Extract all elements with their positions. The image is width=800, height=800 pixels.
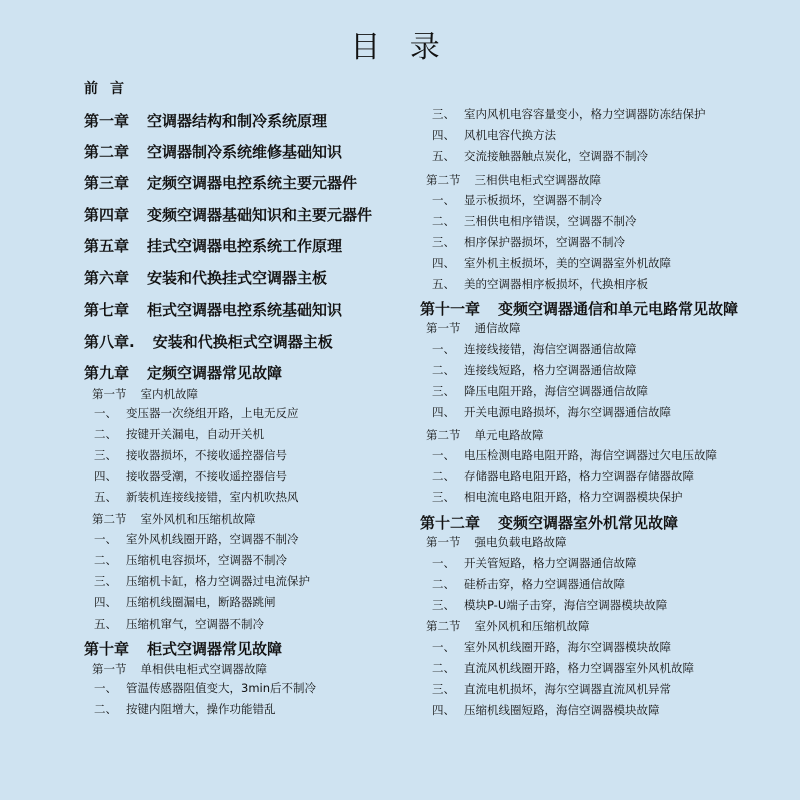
toc-entry-number: 二、 bbox=[94, 427, 117, 441]
toc-entry-text: 按键开关漏电，自动开关机 bbox=[126, 427, 264, 441]
toc-chapter bbox=[420, 512, 678, 533]
toc-entry-text: 按键内阻增大，操作功能错乱 bbox=[126, 702, 276, 716]
toc-entry-number: 第八章. bbox=[84, 333, 135, 351]
toc-section bbox=[92, 511, 256, 527]
toc-entry-number: 一、 bbox=[94, 532, 117, 546]
toc-item bbox=[432, 276, 648, 292]
toc-entry-number: 第五章 bbox=[84, 237, 130, 255]
toc-entry-number: 第一章 bbox=[84, 112, 130, 130]
toc-entry-number: 第二节 bbox=[92, 512, 127, 526]
toc-entry-text: 强电负载电路故障 bbox=[474, 535, 567, 549]
toc-item bbox=[94, 616, 264, 632]
toc-item bbox=[94, 405, 299, 421]
toc-entry-text: 室内风机电容容量变小，格力空调器防冻结保护 bbox=[464, 107, 706, 121]
toc-entry-text: 空调器制冷系统维修基础知识 bbox=[147, 143, 343, 161]
toc-entry-number: 二、 bbox=[432, 577, 455, 591]
toc-entry-text: 开关电源电路损坏，海尔空调器通信故障 bbox=[464, 405, 671, 419]
toc-entry-number: 第二节 bbox=[426, 619, 461, 633]
toc-entry-number: 一、 bbox=[432, 448, 455, 462]
toc-entry-text: 显示板损坏，空调器不制冷 bbox=[464, 193, 602, 207]
toc-entry-number: 第七章 bbox=[84, 301, 130, 319]
toc-item bbox=[94, 680, 316, 696]
toc-entry-number: 五、 bbox=[432, 149, 455, 163]
toc-item bbox=[94, 552, 287, 568]
toc-chapter bbox=[84, 110, 327, 131]
toc-entry-text: 变频空调器室外机常见故障 bbox=[498, 514, 679, 532]
toc-entry-text: 三相供电相序错误，空调器不制冷 bbox=[464, 214, 637, 228]
toc-entry-number: 四、 bbox=[94, 595, 117, 609]
toc-entry-number: 三、 bbox=[432, 682, 455, 696]
toc-entry-number: 第二章 bbox=[84, 143, 130, 161]
toc-item bbox=[94, 594, 276, 610]
toc-entry-text: 相电流电路电阻开路，格力空调器模块保护 bbox=[464, 490, 683, 504]
toc-entry-number: 第十章 bbox=[84, 640, 130, 658]
toc-entry-text: 交流接触器触点炭化，空调器不制冷 bbox=[464, 149, 648, 163]
toc-entry-text: 定频空调器常见故障 bbox=[147, 364, 283, 382]
toc-entry-text: 硅桥击穿，格力空调器通信故障 bbox=[464, 577, 625, 591]
toc-entry-number: 第一节 bbox=[92, 662, 127, 676]
toc-entry-number: 三、 bbox=[94, 574, 117, 588]
toc-chapter bbox=[84, 141, 342, 162]
toc-item bbox=[432, 447, 717, 463]
toc-entry-text: 直流风机线圈开路，格力空调器室外风机故障 bbox=[464, 661, 694, 675]
toc-entry-text: 安装和代换柜式空调器主板 bbox=[152, 333, 333, 351]
toc-entry-text: 变频空调器基础知识和主要元器件 bbox=[147, 206, 373, 224]
toc-item bbox=[432, 148, 648, 164]
toc-chapter bbox=[84, 638, 282, 659]
toc-entry-text: 管温传感器阻值变大，3min后不制冷 bbox=[126, 681, 317, 695]
toc-chapter bbox=[84, 172, 357, 193]
toc-entry-text: 美的空调器相序板损坏，代换相序板 bbox=[464, 277, 648, 291]
toc-entry-text: 空调器结构和制冷系统原理 bbox=[147, 112, 328, 130]
toc-chapter bbox=[84, 204, 372, 225]
toc-chapter bbox=[84, 299, 342, 320]
toc-entry-number: 三、 bbox=[432, 384, 455, 398]
toc-entry-text: 连接线接错，海信空调器通信故障 bbox=[464, 342, 637, 356]
toc-item bbox=[432, 489, 683, 505]
toc-section bbox=[92, 386, 198, 402]
toc-entry-number: 一、 bbox=[432, 193, 455, 207]
toc-entry-number: 二、 bbox=[432, 363, 455, 377]
toc-entry-number: 第二节 bbox=[426, 173, 461, 187]
toc-entry-number: 三、 bbox=[432, 598, 455, 612]
toc-chapter bbox=[84, 331, 333, 352]
toc-entry-text: 单元电路故障 bbox=[474, 428, 544, 442]
toc-section bbox=[426, 320, 521, 336]
toc-item bbox=[432, 383, 648, 399]
toc-item bbox=[94, 701, 276, 717]
toc-entry-number: 第十二章 bbox=[420, 514, 481, 532]
toc-entry-number: 二、 bbox=[432, 214, 455, 228]
toc-entry-number: 一、 bbox=[94, 681, 117, 695]
toc-entry-number: 第六章 bbox=[84, 269, 130, 287]
toc-chapter bbox=[420, 298, 738, 319]
toc-entry-number: 二、 bbox=[432, 661, 455, 675]
toc-entry-number: 一、 bbox=[432, 342, 455, 356]
toc-entry-number: 三、 bbox=[432, 235, 455, 249]
toc-item bbox=[432, 127, 556, 143]
toc-item bbox=[94, 468, 287, 484]
toc-entry-number: 一、 bbox=[94, 406, 117, 420]
toc-entry-text: 变压器一次绕组开路，上电无反应 bbox=[126, 406, 299, 420]
toc-item bbox=[432, 576, 625, 592]
toc-item bbox=[432, 234, 625, 250]
toc-item bbox=[94, 447, 287, 463]
toc-section bbox=[426, 172, 601, 188]
toc-entry-number: 第一节 bbox=[426, 535, 461, 549]
toc-entry-number: 第四章 bbox=[84, 206, 130, 224]
toc-entry-text: 直流电机损坏，海尔空调器直流风机异常 bbox=[464, 682, 671, 696]
toc-entry-text: 室外风机线圈开路，空调器不制冷 bbox=[126, 532, 299, 546]
toc-entry-text: 柜式空调器常见故障 bbox=[147, 640, 283, 658]
toc-item bbox=[432, 341, 637, 357]
toc-chapter bbox=[84, 235, 342, 256]
toc-entry-text: 三相供电柜式空调器故障 bbox=[474, 173, 601, 187]
toc-entry-text: 相序保护器损坏，空调器不制冷 bbox=[464, 235, 625, 249]
toc-entry-text: 变频空调器通信和单元电路常见故障 bbox=[498, 300, 739, 318]
toc-entry-number: 二、 bbox=[432, 469, 455, 483]
toc-entry-number: 五、 bbox=[94, 490, 117, 504]
toc-entry-number: 四、 bbox=[432, 703, 455, 717]
toc-entry-text: 柜式空调器电控系统基础知识 bbox=[147, 301, 343, 319]
toc-item bbox=[432, 404, 671, 420]
toc-entry-text: 存储器电路电阻开路，格力空调器存储器故障 bbox=[464, 469, 694, 483]
toc-entry-number: 五、 bbox=[94, 617, 117, 631]
toc-item bbox=[432, 255, 671, 271]
toc-entry-number: 第十一章 bbox=[420, 300, 481, 318]
page-title: 目 录 bbox=[350, 30, 450, 65]
toc-entry-number: 第三章 bbox=[84, 174, 130, 192]
toc-entry-text: 压缩机线圈短路，海信空调器模块故障 bbox=[464, 703, 660, 717]
toc-entry-text: 室外风机和压缩机故障 bbox=[474, 619, 590, 633]
toc-item bbox=[94, 531, 299, 547]
toc-item bbox=[94, 573, 310, 589]
toc-entry-number: 第一节 bbox=[92, 387, 127, 401]
toc-chapter bbox=[84, 267, 327, 288]
toc-section bbox=[426, 427, 544, 443]
toc-entry-text: 降压电阻开路，海信空调器通信故障 bbox=[464, 384, 648, 398]
toc-entry-text: 开关管短路，格力空调器通信故障 bbox=[464, 556, 637, 570]
toc-entry-text: 接收器损坏，不接收遥控器信号 bbox=[126, 448, 287, 462]
toc-entry-number: 前言 bbox=[84, 81, 136, 97]
toc-entry-number: 四、 bbox=[432, 128, 455, 142]
toc-entry-text: 新装机连接线接错，室内机吹热风 bbox=[126, 490, 299, 504]
toc-entry-number: 二、 bbox=[94, 553, 117, 567]
toc-entry-text: 压缩机电容损坏，空调器不制冷 bbox=[126, 553, 287, 567]
toc-entry-text: 模块P-U端子击穿，海信空调器模块故障 bbox=[464, 598, 668, 612]
toc-item bbox=[432, 192, 602, 208]
toc-entry-text: 室外风机和压缩机故障 bbox=[140, 512, 256, 526]
toc-item bbox=[432, 468, 694, 484]
toc-entry-number: 五、 bbox=[432, 277, 455, 291]
toc-preface bbox=[84, 78, 136, 98]
toc-section bbox=[426, 534, 567, 550]
toc-item bbox=[432, 213, 637, 229]
toc-item bbox=[94, 489, 299, 505]
toc-entry-text: 压缩机窜气，空调器不制冷 bbox=[126, 617, 264, 631]
toc-section bbox=[426, 618, 590, 634]
toc-entry-text: 连接线短路，格力空调器通信故障 bbox=[464, 363, 637, 377]
toc-entry-text: 电压检测电路电阻开路，海信空调器过欠电压故障 bbox=[464, 448, 717, 462]
toc-entry-text: 安装和代换挂式空调器主板 bbox=[147, 269, 328, 287]
toc-entry-text: 压缩机线圈漏电，断路器跳闸 bbox=[126, 595, 276, 609]
toc-entry-text: 单相供电柜式空调器故障 bbox=[140, 662, 267, 676]
toc-entry-number: 四、 bbox=[432, 405, 455, 419]
toc-entry-text: 接收器受潮，不接收遥控器信号 bbox=[126, 469, 287, 483]
toc-entry-number: 二、 bbox=[94, 702, 117, 716]
toc-item bbox=[94, 426, 264, 442]
toc-item bbox=[432, 660, 694, 676]
toc-item bbox=[432, 106, 706, 122]
toc-entry-text: 室内机故障 bbox=[140, 387, 198, 401]
toc-entry-text: 风机电容代换方法 bbox=[464, 128, 556, 142]
toc-entry-number: 三、 bbox=[94, 448, 117, 462]
toc-entry-number: 三、 bbox=[432, 107, 455, 121]
toc-entry-number: 四、 bbox=[432, 256, 455, 270]
toc-item bbox=[432, 639, 671, 655]
toc-item bbox=[432, 555, 637, 571]
toc-entry-number: 一、 bbox=[432, 556, 455, 570]
toc-entry-number: 第一节 bbox=[426, 321, 461, 335]
toc-entry-text: 室外机主板损坏，美的空调器室外机故障 bbox=[464, 256, 671, 270]
toc-item bbox=[432, 597, 667, 613]
toc-entry-number: 一、 bbox=[432, 640, 455, 654]
toc-item bbox=[432, 681, 671, 697]
toc-entry-text: 挂式空调器电控系统工作原理 bbox=[147, 237, 343, 255]
toc-section bbox=[92, 661, 267, 677]
toc-entry-number: 第二节 bbox=[426, 428, 461, 442]
toc-entry-number: 四、 bbox=[94, 469, 117, 483]
toc-chapter bbox=[84, 362, 282, 383]
toc-entry-text: 室外风机线圈开路，海尔空调器模块故障 bbox=[464, 640, 671, 654]
toc-entry-number: 第九章 bbox=[84, 364, 130, 382]
toc-entry-text: 定频空调器电控系统主要元器件 bbox=[147, 174, 358, 192]
toc-item bbox=[432, 362, 637, 378]
toc-entry-text: 通信故障 bbox=[474, 321, 521, 335]
toc-item bbox=[432, 702, 660, 718]
toc-entry-text: 压缩机卡缸，格力空调器过电流保护 bbox=[126, 574, 310, 588]
toc-entry-number: 三、 bbox=[432, 490, 455, 504]
